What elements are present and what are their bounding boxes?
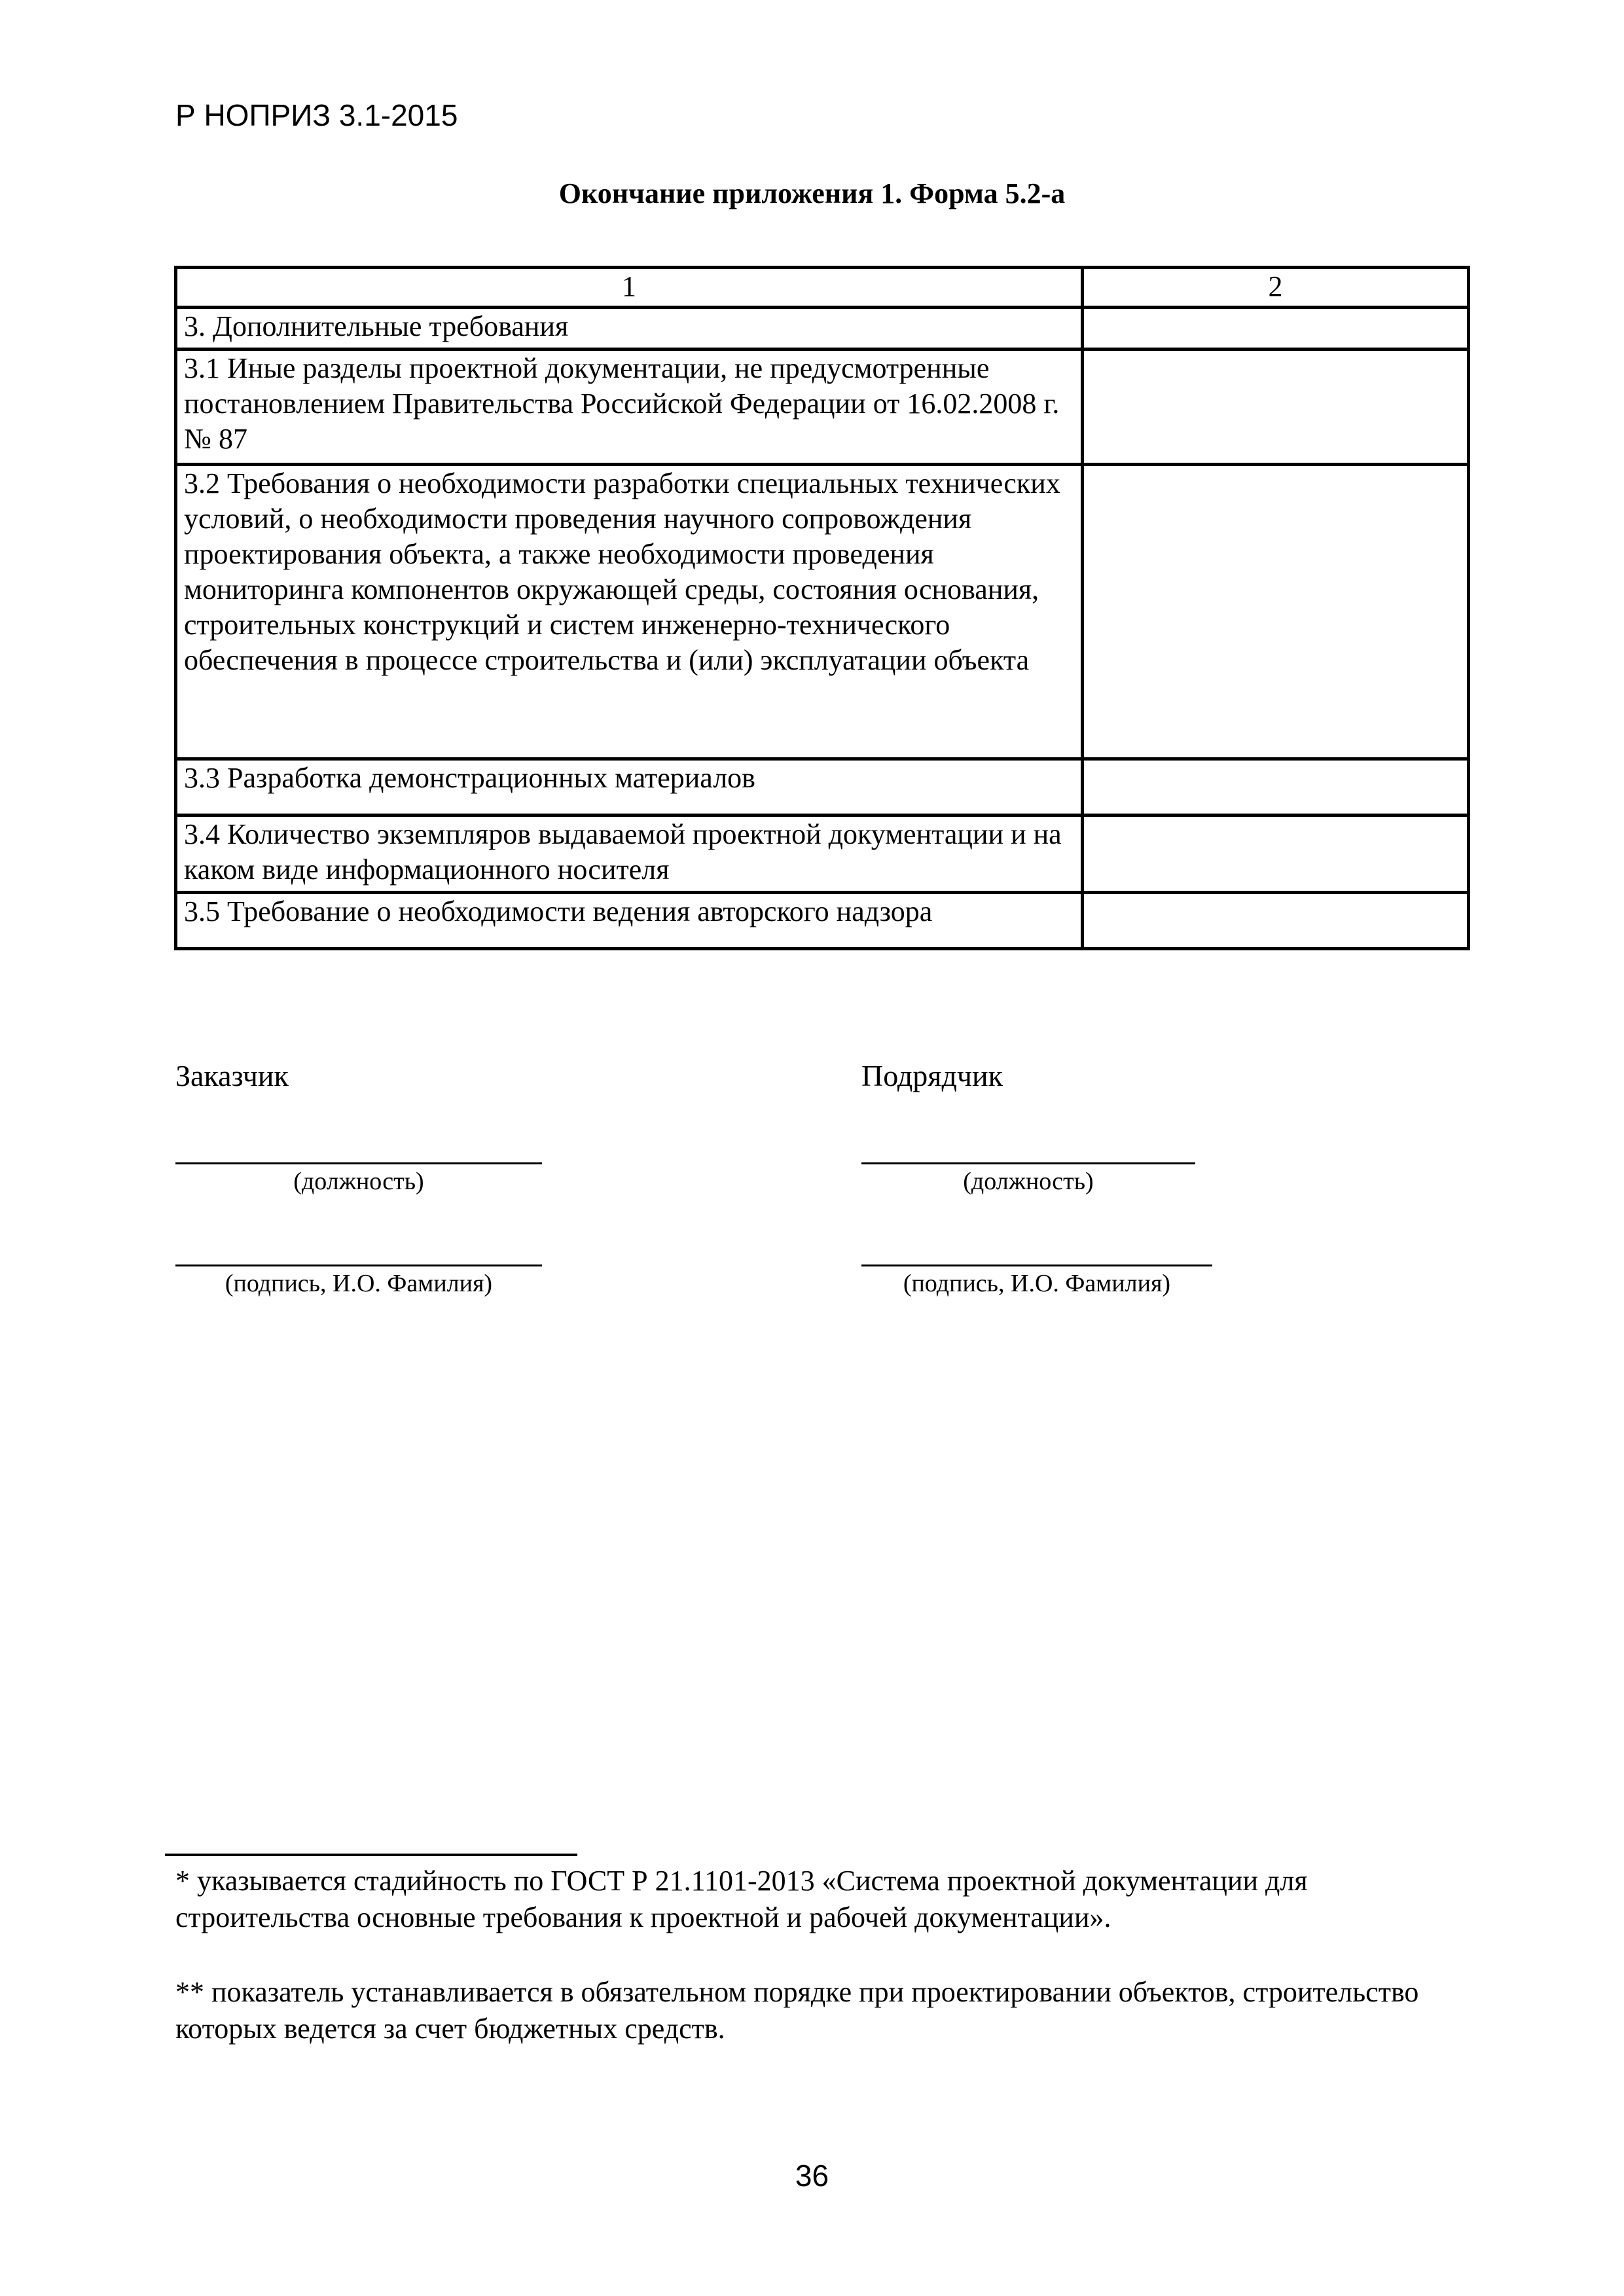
requirements-table <box>174 266 1470 950</box>
customer-position-line <box>175 1162 542 1164</box>
customer-signature-line <box>175 1265 542 1266</box>
requirement-label: 3.5 Требование о необходимости ведения авторского надзора <box>176 893 1083 949</box>
requirement-value <box>1083 308 1469 350</box>
footnote-separator <box>165 1854 577 1856</box>
table-row <box>176 308 1469 350</box>
customer-label: Заказчик <box>175 1059 289 1092</box>
requirement-label: 3.3 Разработка демонстрационных материалов <box>176 759 1083 816</box>
footnote-stage: * указывается стадийность по ГОСТ Р 21.1101-2013 «Система проектной документации для строительства основные требования к проектной и рабочей документации». <box>175 1865 1308 1933</box>
customer-signature-caption: (подпись, И.О. Фамилия) <box>225 1270 493 1297</box>
table-row <box>176 759 1469 816</box>
table-header-row <box>176 268 1469 308</box>
requirement-value <box>1083 759 1469 816</box>
requirement-label: 3.2 Требования о необходимости разработки специальных технических условий, о необходимости проведения научного сопровождения проектирования объекта, а также необходимости проведения мониторинга компонентов окружающей среды, состояния основания, строительных конструкций и систем инженерно-технического обеспечения в процессе строительства и (или) эксплуатации объекта <box>176 465 1083 759</box>
table-row <box>176 350 1469 465</box>
footnote-indicator: ** показатель устанавливается в обязательном порядке при проектировании объектов, строительство которых ведется за счет бюджетных средств. <box>175 1976 1419 2045</box>
contractor-position-line <box>861 1162 1195 1164</box>
page-number: 36 <box>795 2159 829 2193</box>
table-row <box>176 893 1469 949</box>
column-header-2: 2 <box>1083 268 1469 308</box>
requirement-value <box>1083 465 1469 759</box>
contractor-label: Подрядчик <box>861 1059 1003 1092</box>
requirement-label: 3.4 Количество экземпляров выдаваемой проектной документации и на каком виде информационного носителя <box>176 816 1083 893</box>
table-row <box>176 816 1469 893</box>
requirement-value <box>1083 893 1469 949</box>
document-code: Р НОПРИЗ 3.1-2015 <box>175 98 458 132</box>
contractor-signature-caption: (подпись, И.О. Фамилия) <box>903 1270 1171 1297</box>
contractor-signature-line <box>861 1265 1212 1266</box>
contractor-position-caption: (должность) <box>963 1168 1094 1195</box>
customer-position-caption: (должность) <box>293 1168 424 1195</box>
column-header-1: 1 <box>176 268 1083 308</box>
requirement-label: 3.1 Иные разделы проектной документации, не предусмотренные постановлением Правительства Российской Федерации от 16.02.2008 г. № 87 <box>176 350 1083 465</box>
requirement-label: 3. Дополнительные требования <box>176 308 1083 350</box>
page-title: Окончание приложения 1. Форма 5.2-а <box>558 177 1066 209</box>
requirement-value <box>1083 350 1469 465</box>
table-row <box>176 465 1469 759</box>
requirement-value <box>1083 816 1469 893</box>
